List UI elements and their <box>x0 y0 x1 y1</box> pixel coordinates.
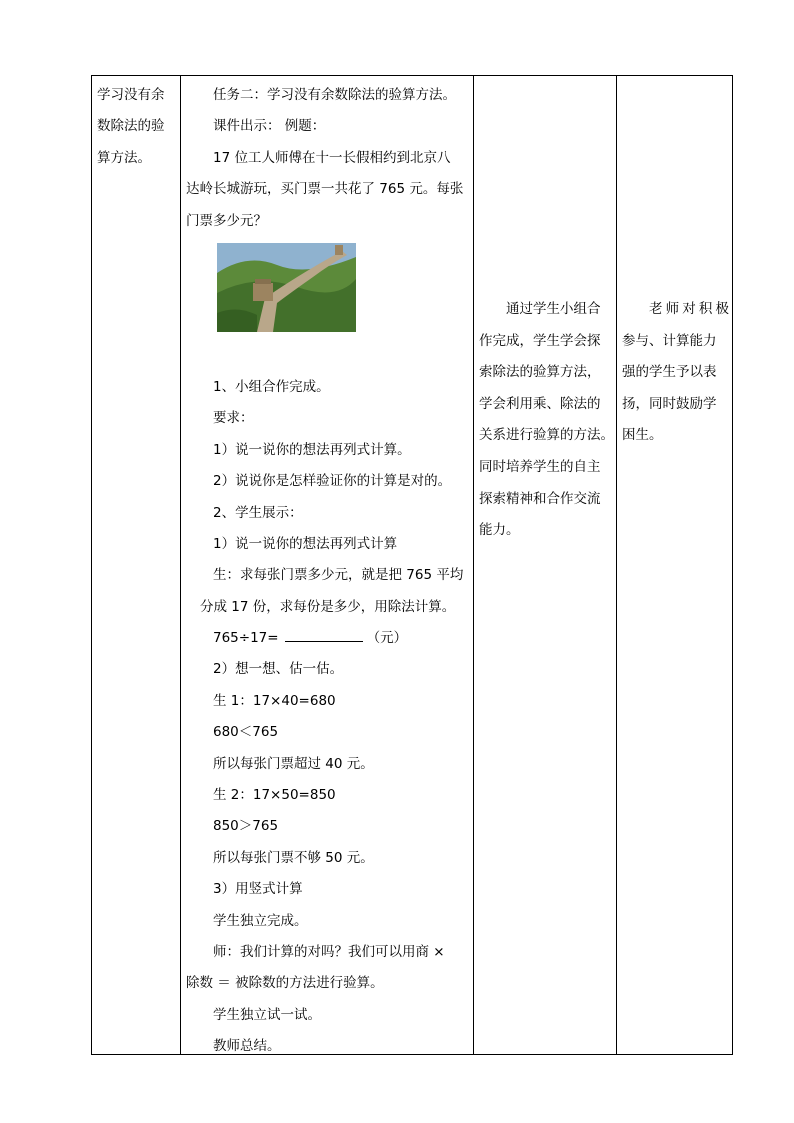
step-line: 除数 ＝ 被除数的方法进行验算。 <box>186 975 384 992</box>
great-wall-illustration <box>217 243 356 332</box>
design-intent-line: 关系进行验算的方法。 <box>479 427 614 444</box>
design-intent-cell <box>473 294 616 547</box>
design-intent-line: 同时培养学生的自主 <box>479 458 601 475</box>
column-divider <box>616 76 617 1054</box>
evaluation-line: 强的学生予以表 <box>622 364 717 381</box>
step-line: 1）说一说你的想法再列式计算 <box>213 535 398 552</box>
task-heading: 任务二：学习没有余数除法的验算方法。 <box>213 87 456 103</box>
design-intent-line: 探索精神和合作交流 <box>479 490 601 507</box>
step-line: 1）说一说你的想法再列式计算。 <box>213 441 411 458</box>
step-line: 生：求每张门票多少元，就是把 765 平均 <box>213 567 464 584</box>
step-line: 学生独立完成。 <box>213 912 308 929</box>
step-line: 所以每张门票不够 50 元。 <box>213 849 374 866</box>
step-line: 1、小组合作完成。 <box>213 378 330 395</box>
answer-blank <box>285 629 363 642</box>
evaluation-line: 困生。 <box>622 427 663 444</box>
step-line: 2）想一想、估一估。 <box>213 661 344 678</box>
step-line: 学生独立试一试。 <box>213 1006 321 1023</box>
step-line: 680＜765 <box>213 724 279 741</box>
step-line: 2）说说你是怎样验证你的计算是对的。 <box>213 473 452 490</box>
section-title-line: 算方法。 <box>97 149 151 166</box>
step-line: 2、学生展示： <box>213 504 303 521</box>
lesson-table <box>91 75 733 1055</box>
step-line: 分成 17 份，求每份是多少，用除法计算。 <box>200 598 456 615</box>
design-intent-line: 学会利用乘、除法的 <box>479 395 601 412</box>
teaching-process-cell <box>180 76 473 1063</box>
design-intent-line: 能力。 <box>479 522 520 539</box>
evaluation-line: 老师对积极 <box>649 301 729 317</box>
design-intent-line: 索除法的验算方法， <box>479 364 601 381</box>
step-line: 850＞765 <box>213 818 279 835</box>
step-line: 所以每张门票超过 40 元。 <box>213 755 374 772</box>
step-line: 教师总结。 <box>213 1038 281 1055</box>
problem-text-line: 达岭长城游玩，买门票一共花了 765 元。每张 <box>186 181 464 198</box>
step-line: 要求： <box>213 410 254 427</box>
section-title-cell <box>92 76 180 174</box>
problem-text-line: 17 位工人师傅在十一长假相约到北京八 <box>213 149 451 166</box>
equation-unit: （元） <box>366 630 408 647</box>
problem-text-line: 门票多少元？ <box>186 212 267 229</box>
design-intent-line: 通过学生小组合 <box>506 301 601 317</box>
equation-left: 765÷17= <box>213 630 279 647</box>
section-title-line: 学习没有余 <box>97 87 165 103</box>
courseware-line: 课件出示： 例题： <box>213 118 326 135</box>
column-divider <box>473 76 474 1054</box>
step-line: 生 1：17×40=680 <box>213 692 336 709</box>
evaluation-line: 参与、计算能力 <box>622 332 717 349</box>
design-intent-line: 作完成，学生学会探 <box>479 332 601 349</box>
step-line: 师：我们计算的对吗？我们可以用商 × <box>213 943 445 960</box>
step-line: 3）用竖式计算 <box>213 881 303 898</box>
evaluation-line: 扬，同时鼓励学 <box>622 395 717 412</box>
great-wall-photo <box>217 243 356 332</box>
section-title-line: 数除法的验 <box>97 118 165 135</box>
equation-line <box>186 623 470 654</box>
evaluation-cell <box>616 294 732 452</box>
step-line: 生 2：17×50=850 <box>213 787 336 804</box>
